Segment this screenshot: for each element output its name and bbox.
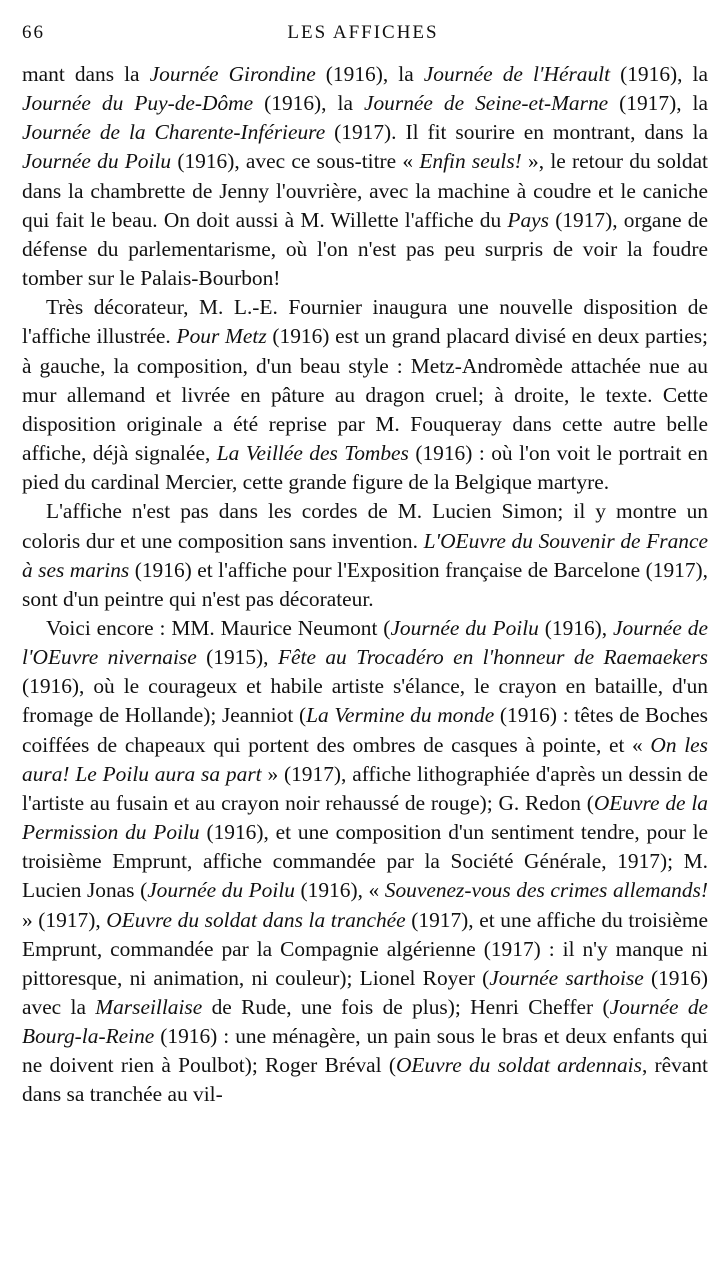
text-run: , rêvant dans sa tranchée au vil- [22, 1053, 708, 1107]
text-run: (1916), avec ce sous-titre « [171, 149, 420, 174]
italic-title-run: OEuvre de la Permission du Poilu [22, 790, 708, 845]
italic-title-run: La Veillée des Tombes [216, 441, 409, 466]
text-run: (1915), [196, 645, 278, 670]
text-run: » (1917), affiche lithographiée d'après un dessin de l'artiste au fusain et au crayon noir rehaussé de rouge); G. Redon ( [22, 761, 708, 815]
italic-title-run: Fête au Trocadéro en l'honneur de Raemaekers [277, 645, 708, 670]
text-run: (1916) est un grand placard divisé en deux parties; à gauche, la composition, d'un beau style : Metz-Andromède attachée nue au mur allemand et livrée en pâture au dragon cruel; à droite, le texte. Cette disposition originale a été reprise par M. Fouqueray dans cette autre belle affiche, déjà signalée, [22, 324, 708, 466]
running-head [22, 22, 704, 50]
italic-title-run: Journée du Poilu [390, 615, 539, 640]
text-run: (1916) : têtes de Boches coiffées de chapeaux qui portent des ombres de casques à pointe, et « [22, 703, 708, 757]
page-number: 66 [22, 22, 45, 43]
italic-title-run: OEuvre du soldat dans la tranchée [106, 907, 406, 932]
text-run: (1917). Il fit sourire en montrant, dans la [325, 120, 708, 145]
paragraph [22, 614, 708, 1110]
paragraph [22, 497, 708, 614]
text-run: (1917), et une affiche du troisième Emprunt, commandée par la Compagnie algérienne (1917) : il n'y manque ni pittoresque, ni animation, ni couleur); Lionel Royer ( [22, 907, 708, 990]
italic-title-run: Pays [507, 207, 549, 232]
italic-title-run: Journée du Puy-de-Dôme [22, 91, 254, 116]
text-run: (1916), la [315, 62, 424, 86]
text-run: (1916), la [253, 91, 364, 116]
text-run: (1916) avec la [22, 965, 708, 1019]
italic-title-run: Journée de l'Hérault [423, 62, 611, 86]
text-run: », le retour du soldat dans la chambrette de Jenny l'ouvrière, avec la machine à coudre et le caniche qui fait le beau. On doit aussi à M. Willette l'affiche du [22, 149, 708, 232]
paragraph [22, 60, 708, 293]
text-run: » (1917), [22, 907, 107, 932]
text-run: Voici encore : MM. Maurice Neumont ( [46, 615, 391, 640]
text-run: (1916), et une composition d'un sentiment tendre, pour le troisième Emprunt, affiche commandée par la Société Générale, 1917); M. Lucien Jonas ( [22, 820, 709, 903]
italic-title-run: On les aura! Le Poilu aura sa part [22, 732, 708, 786]
italic-title-run: Journée de l'OEuvre nivernaise [22, 615, 708, 670]
text-run: (1916) et l'affiche pour l'Exposition française de Barcelone (1917), sont d'un peintre qui n'est pas décorateur. [22, 557, 709, 611]
text-run: (1916) : où l'on voit le portrait en pied du cardinal Mercier, cette grande figure de la Belgique martyre. [22, 441, 708, 495]
italic-title-run: Journée Girondine [149, 62, 316, 86]
italic-title-run: Pour Metz [176, 324, 267, 349]
text-run: Très décorateur, M. L.-E. Fournier inaugura une nouvelle disposition de l'affiche illustrée. [22, 295, 708, 349]
text-run: L'affiche n'est pas dans les cordes de M. Lucien Simon; il y montre un coloris dur et une composition sans invention. [22, 499, 708, 553]
text-run: (1916), où le courageux et habile artiste s'élance, le crayon en bataille, d'un fromage de Hollande); Jeanniot ( [22, 674, 708, 728]
text-run: (1916) : une ménagère, un pain sous le bras et deux enfants qui ne doivent rien à Poulbot); Roger Bréval ( [22, 1024, 708, 1078]
italic-title-run: OEuvre du soldat ardennais [395, 1053, 642, 1078]
italic-title-run: Enfin seuls! [419, 149, 522, 174]
italic-title-run: Journée de Bourg-la-Reine [22, 995, 709, 1049]
italic-title-run: Journée de Seine-et-Marne [363, 91, 609, 116]
text-run: (1916), [538, 615, 614, 640]
paragraph [22, 293, 708, 497]
italic-title-run: La Vermine du monde [306, 703, 495, 728]
italic-title-run: Journée de la Charente-Inférieure [22, 120, 326, 145]
text-run: de Rude, une fois de plus); Henri Cheffer ( [202, 995, 610, 1019]
running-title: LES AFFICHES [287, 22, 439, 43]
italic-title-run: Marseillaise [95, 995, 203, 1019]
italic-title-run: Journée du Poilu [22, 149, 172, 174]
text-run: (1917), la [608, 91, 708, 116]
italic-title-run: Journée du Poilu [147, 878, 295, 903]
text-run: (1916), la [610, 62, 708, 86]
italic-title-run: L'OEuvre du Souvenir de France à ses marins [22, 528, 708, 582]
text-run: (1917), organe de défense du parlementarisme, où l'on n'est pas peu surpris de voir la foudre tomber sur le Palais-Bourbon! [22, 207, 708, 291]
italic-title-run: Souvenez-vous des crimes allemands! [384, 878, 708, 903]
italic-title-run: Journée sarthoise [489, 965, 644, 990]
text-run: (1916), « [294, 878, 385, 903]
body-text [22, 60, 708, 1110]
text-run: mant dans la [22, 62, 150, 86]
